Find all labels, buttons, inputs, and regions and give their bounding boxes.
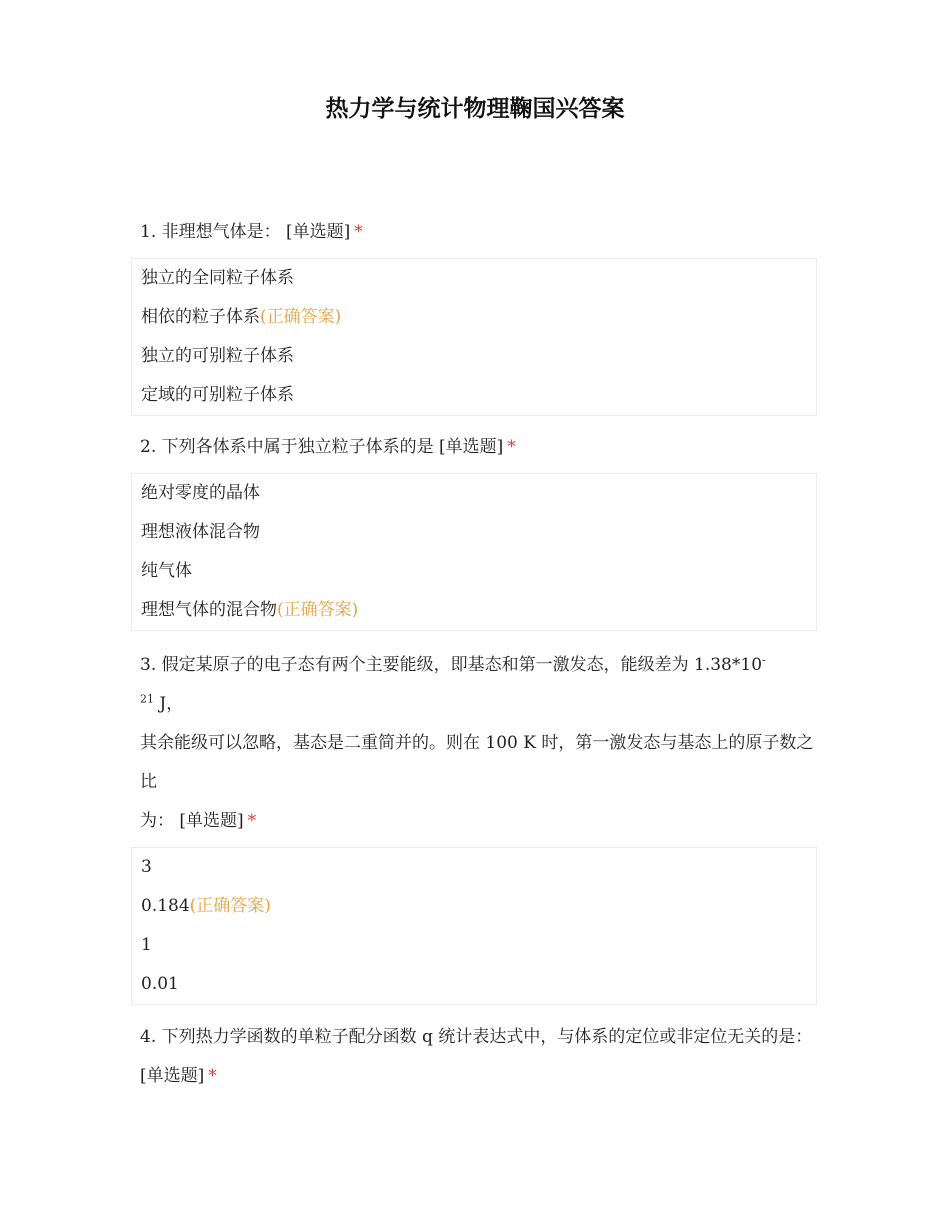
question-3-line-2	[140, 685, 820, 724]
question-2-text: 2. 下列各体系中属于独立粒子体系的是 [单选题]	[140, 437, 504, 457]
question-3-prompt	[140, 646, 820, 841]
question-3-line-4	[140, 802, 820, 841]
question-2-options	[131, 473, 817, 631]
option-2b-label: 理想液体混合物	[141, 522, 260, 542]
option-3a[interactable]	[132, 848, 816, 887]
required-mark: *	[208, 1066, 217, 1086]
exponent-sign: -	[762, 653, 766, 667]
option-2a-label: 绝对零度的晶体	[141, 483, 260, 503]
option-1d[interactable]	[132, 376, 816, 415]
option-3b[interactable]	[132, 887, 816, 926]
option-1c[interactable]	[132, 337, 816, 376]
option-2c[interactable]	[132, 552, 816, 591]
required-mark: *	[354, 222, 363, 242]
option-1c-label: 独立的可别粒子体系	[141, 346, 294, 366]
option-1b[interactable]	[132, 298, 816, 337]
option-2d[interactable]	[132, 591, 816, 630]
question-1-prompt	[140, 213, 820, 252]
option-1b-label: 相依的粒子体系	[141, 307, 260, 327]
question-3-text-1: 3. 假定某原子的电子态有两个主要能级，即基态和第一激发态，能级差为 1.38*10	[140, 655, 763, 675]
question-4-text: 4. 下列热力学函数的单粒子配分函数 q 统计表达式中，与体系的定位或非定位无关的是： [单选题]	[140, 1027, 813, 1086]
correct-answer-mark: (正确答案)	[260, 307, 342, 327]
question-3-options	[131, 847, 817, 1005]
option-3d[interactable]	[132, 965, 816, 1004]
option-1d-label: 定域的可别粒子体系	[141, 385, 294, 405]
option-2d-label: 理想气体的混合物	[141, 600, 277, 620]
question-1-options	[131, 258, 817, 416]
option-1a[interactable]	[132, 259, 816, 298]
question-4-prompt	[140, 1018, 820, 1096]
question-1-text: 1. 非理想气体是： [单选题]	[140, 222, 351, 242]
option-2a[interactable]	[132, 474, 816, 513]
exponent-digits: 21	[140, 692, 154, 706]
question-3-line-3	[140, 724, 820, 802]
correct-answer-mark: (正确答案)	[277, 600, 359, 620]
question-2-prompt	[140, 428, 820, 467]
required-mark: *	[247, 811, 257, 831]
option-1a-label: 独立的全同粒子体系	[141, 268, 294, 288]
question-3-text-3: 其余能级可以忽略，基态是二重简并的。则在 100 K 时，第一激发态与基态上的原子数之比	[140, 733, 814, 792]
option-3b-label: 0.184	[141, 896, 190, 916]
option-2b[interactable]	[132, 513, 816, 552]
question-3-text-2: J，	[154, 694, 184, 714]
option-3a-label: 3	[141, 857, 152, 877]
option-3d-label: 0.01	[141, 974, 179, 994]
correct-answer-mark: (正确答案)	[189, 896, 271, 916]
question-3-text-4: 为： [单选题]	[140, 811, 244, 831]
question-3-line-1	[140, 646, 820, 685]
document-title: 热力学与统计物理鞠国兴答案	[325, 96, 625, 122]
option-2c-label: 纯气体	[141, 561, 192, 581]
option-3c-label: 1	[141, 935, 152, 955]
required-mark: *	[507, 437, 516, 457]
option-3c[interactable]	[132, 926, 816, 965]
